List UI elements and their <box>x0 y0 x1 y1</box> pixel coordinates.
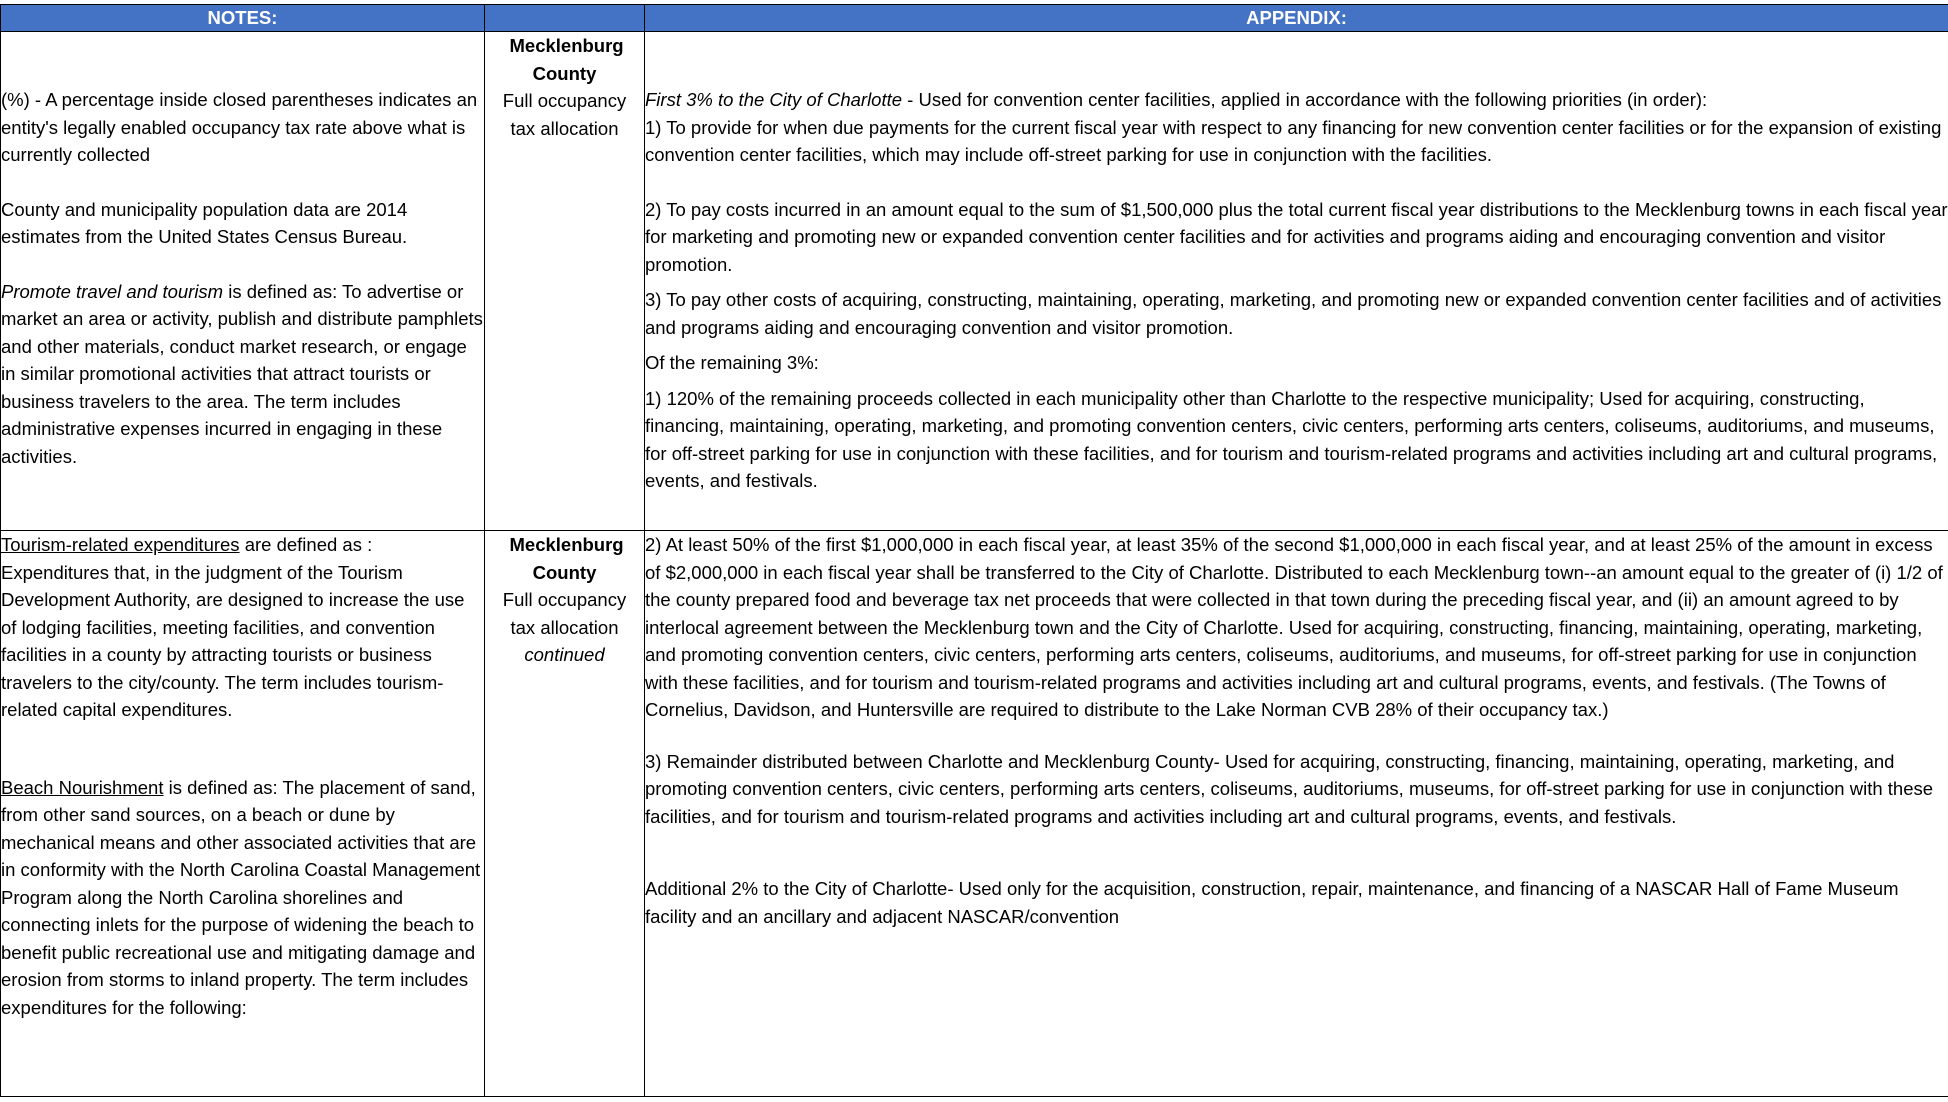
county-name: Mecklenburg County <box>509 35 624 84</box>
tourism-expenditures-term: Tourism-related expenditures <box>1 534 240 555</box>
notes-header: NOTES: <box>1 5 485 32</box>
promote-travel-term: Promote travel and tourism <box>1 280 224 302</box>
promote-travel-text: is defined as: To advertise or market an area or activity, publish and distribute pamphlets and other materials, conduct market research, or engage in similar promotional activities that attract tourists or business travelers to the area. The term includes administrative expenses incurred in engaging in these activities. <box>1 280 483 467</box>
first-three-percent-lead: First 3% to the City of Charlotte <box>645 89 903 110</box>
header-row <box>1 5 1948 32</box>
priority-item-2: 2) To pay costs incurred in an amount equal to the sum of $1,500,000 plus the total current fiscal year distributions to the Mecklenburg towns in each fiscal year for marketing and promoting new or expanded convention center facilities and for activities and programs aiding and encouraging convention and visitor promotion. <box>645 198 1948 275</box>
appendix-cell <box>645 531 1948 1097</box>
priority-item-3: 3) To pay other costs of acquiring, constructing, maintaining, operating, marketing, and promoting new or expanded convention center facilities and of activities and programs aiding and encouraging convention and visitor promotion. <box>645 289 1942 338</box>
distribution-item-3: 3) Remainder distributed between Charlotte and Mecklenburg County- Used for acquiring, constructing, financing, maintaining, operating, marketing, and promoting convention centers, civic centers, performing arts centers, coliseums, auditoriums, museums, for off-street parking for use in conjunction with these facilities, and for tourism and tourism-related programs and activities including art and cultural programs, events, and festivals. <box>645 750 1934 827</box>
notes-cell <box>1 531 485 1097</box>
priority-item-1: 1) To provide for when due payments for the current fiscal year with respect to any financing for new convention center facilities or for the expansion of existing convention center facilities, which may include off-street parking for use in conjunction with the facilities. <box>645 116 1942 165</box>
appendix-header: APPENDIX: <box>645 5 1948 32</box>
occupancy-tax-table <box>0 4 1948 1097</box>
tourism-expenditures-text: are defined as : Expenditures that, in the judgment of the Tourism Development Authority, are designed to increase the use of lodging facilities, meeting facilities, and convention facilities in a county by attracting tourists or business travelers to the city/county. The term includes tourism-related capital expenditures. <box>1 534 465 720</box>
county-cell <box>485 531 645 1097</box>
population-note: County and municipality population data are 2014 estimates from the United States Census Bureau. <box>1 198 408 247</box>
table-row <box>1 32 1948 531</box>
county-allocation-line2: tax allocation <box>510 616 619 638</box>
percentage-note: (%) - A percentage inside closed parentheses indicates an entity's legally enabled occupancy tax rate above what is currently collected <box>1 89 478 165</box>
remaining-heading: Of the remaining 3%: <box>645 352 819 373</box>
tourism-expenditures-definition <box>1 531 484 724</box>
beach-nourishment-definition <box>1 774 484 1022</box>
first-three-percent <box>645 86 1948 114</box>
promote-travel-definition <box>1 278 484 471</box>
middle-header <box>485 5 645 32</box>
county-allocation-line1: Full occupancy <box>502 589 627 610</box>
county-cell <box>485 32 645 531</box>
remaining-item-1: 1) 120% of the remaining proceeds collected in each municipality other than Charlotte to the respective municipality; Used for acquiring, constructing, financing, maintaining, operating, marketing, and promoting convention centers, civic centers, performing arts centers, coliseums, auditoriums, and museums, for off-street parking for use in conjunction with these facilities, and for tourism and tourism-related programs and activities including art and cultural programs, events, and festivals. <box>645 387 1938 491</box>
table-row <box>1 531 1948 1097</box>
distribution-item-2: 2) At least 50% of the first $1,000,000 in each fiscal year, at least 35% of the second $1,000,000 in each fiscal year, and at least 25% of the amount in excess of $2,000,000 in each fiscal year shall be transferred to the City of Charlotte. Distributed to each Mecklenburg town--an amount equal to the greater of (i) 1/2 of the county prepared food and beverage tax net proceeds that were collected in that town during the preceding fiscal year, and (ii) an amount agreed to by interlocal agreement between the Mecklenburg town and the City of Charlotte. Used for acquiring, constructing, financing, maintaining, operating, marketing, and promoting convention centers, civic centers, performing arts centers, coliseums, auditoriums, and museums, for off-street parking for use in conjunction with these facilities, and for tourism and tourism-related programs and activities including art and cultural programs, events, and festivals. (The Towns of Cornelius, Davidson, and Huntersville are required to distribute to the Lake Norman CVB 28% of their occupancy tax.) <box>645 534 1943 720</box>
notes-cell <box>1 32 485 531</box>
beach-nourishment-text: is defined as: The placement of sand, from other sand sources, on a beach or dune by mechanical means and other associated activities that are in conformity with the North Carolina Coastal Management Program along the North Carolina shorelines and connecting inlets for the purpose of widening the beach to benefit public recreational use and mitigating damage and erosion from storms to inland property. The term includes expenditures for the following: <box>1 776 481 1018</box>
county-allocation-line2: tax allocation <box>510 117 619 139</box>
county-name: Mecklenburg County <box>509 534 624 583</box>
county-allocation-continued: continued <box>524 644 605 665</box>
first-three-percent-text: - Used for convention center facilities, applied in accordance with the following priorities (in order): <box>902 89 1708 110</box>
county-allocation-line1: Full occupancy <box>502 90 627 111</box>
beach-nourishment-term: Beach Nourishment <box>1 776 164 798</box>
additional-two-percent: Additional 2% to the City of Charlotte- Used only for the acquisition, construction, repair, maintenance, and financing of a NASCAR Hall of Fame Museum facility and an ancillary and adjacent NASCAR/convention <box>645 878 1899 927</box>
appendix-cell <box>645 32 1948 531</box>
